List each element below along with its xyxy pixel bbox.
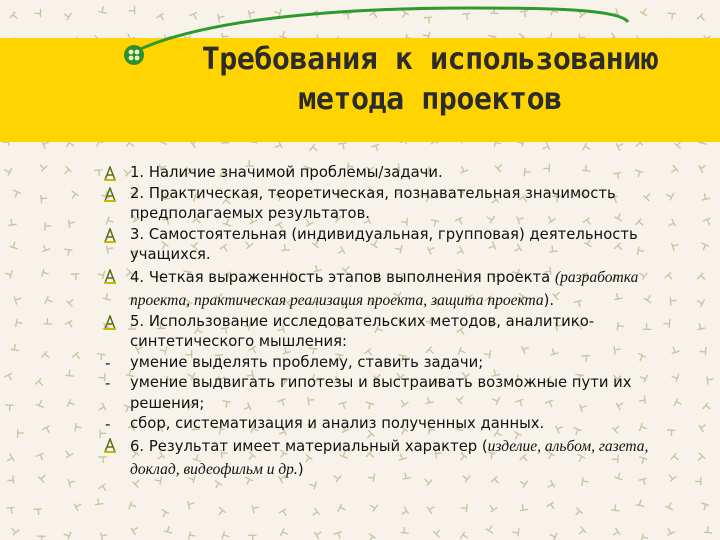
bullet-icon [103, 438, 117, 453]
list-item: 6. Результат имеет материальный характер (изделие, альбом, газета, доклад, видеофильм и др.) [100, 435, 700, 481]
title-orb-icon [123, 44, 145, 66]
bullet-icon [103, 228, 117, 243]
list-item: 2. Практическая, теоретическая, познавательная значимость предполагаемых результатов. [100, 184, 700, 225]
item-detail-italic: изделие, альбом, газета, доклад, видеофильм и др. [130, 437, 649, 478]
list-item: 3. Самостоятельная (индивидуальная, групповая) деятельность учащихся. [100, 225, 700, 266]
title-line-2: метода проектов [298, 82, 562, 117]
bullet-icon [103, 315, 117, 330]
list-item: 4. Четкая выраженность этапов выполнения проекта (разработка проекта, практическая реализация проекта, защита проекта). [100, 266, 700, 312]
page-title [150, 40, 710, 120]
bullet-icon [103, 187, 117, 202]
dash-marker: - [105, 415, 111, 433]
bullet-icon [103, 166, 117, 181]
list-subitem: - сбор, систематизация и анализ полученных данных. [105, 415, 545, 433]
dash-marker: - [105, 374, 111, 392]
requirements-list [100, 163, 700, 481]
list-subitem: - умение выдвигать гипотезы и выстраивать возможные пути их решения; [105, 374, 632, 412]
list-item: 5. Использование исследовательских методов, аналитико-синтетического мышления: [100, 312, 700, 353]
item-detail-italic: (разработка проекта, практическая реализация проекта, защита проекта [130, 268, 639, 309]
list-item: 1. Наличие значимой проблемы/задачи. [100, 163, 700, 184]
list-subitem: - умение выделять проблему, ставить задачи; [105, 353, 484, 372]
dash-marker: - [105, 353, 111, 372]
bullet-icon [103, 269, 117, 284]
title-line-1: Требования к использованию [201, 42, 659, 77]
